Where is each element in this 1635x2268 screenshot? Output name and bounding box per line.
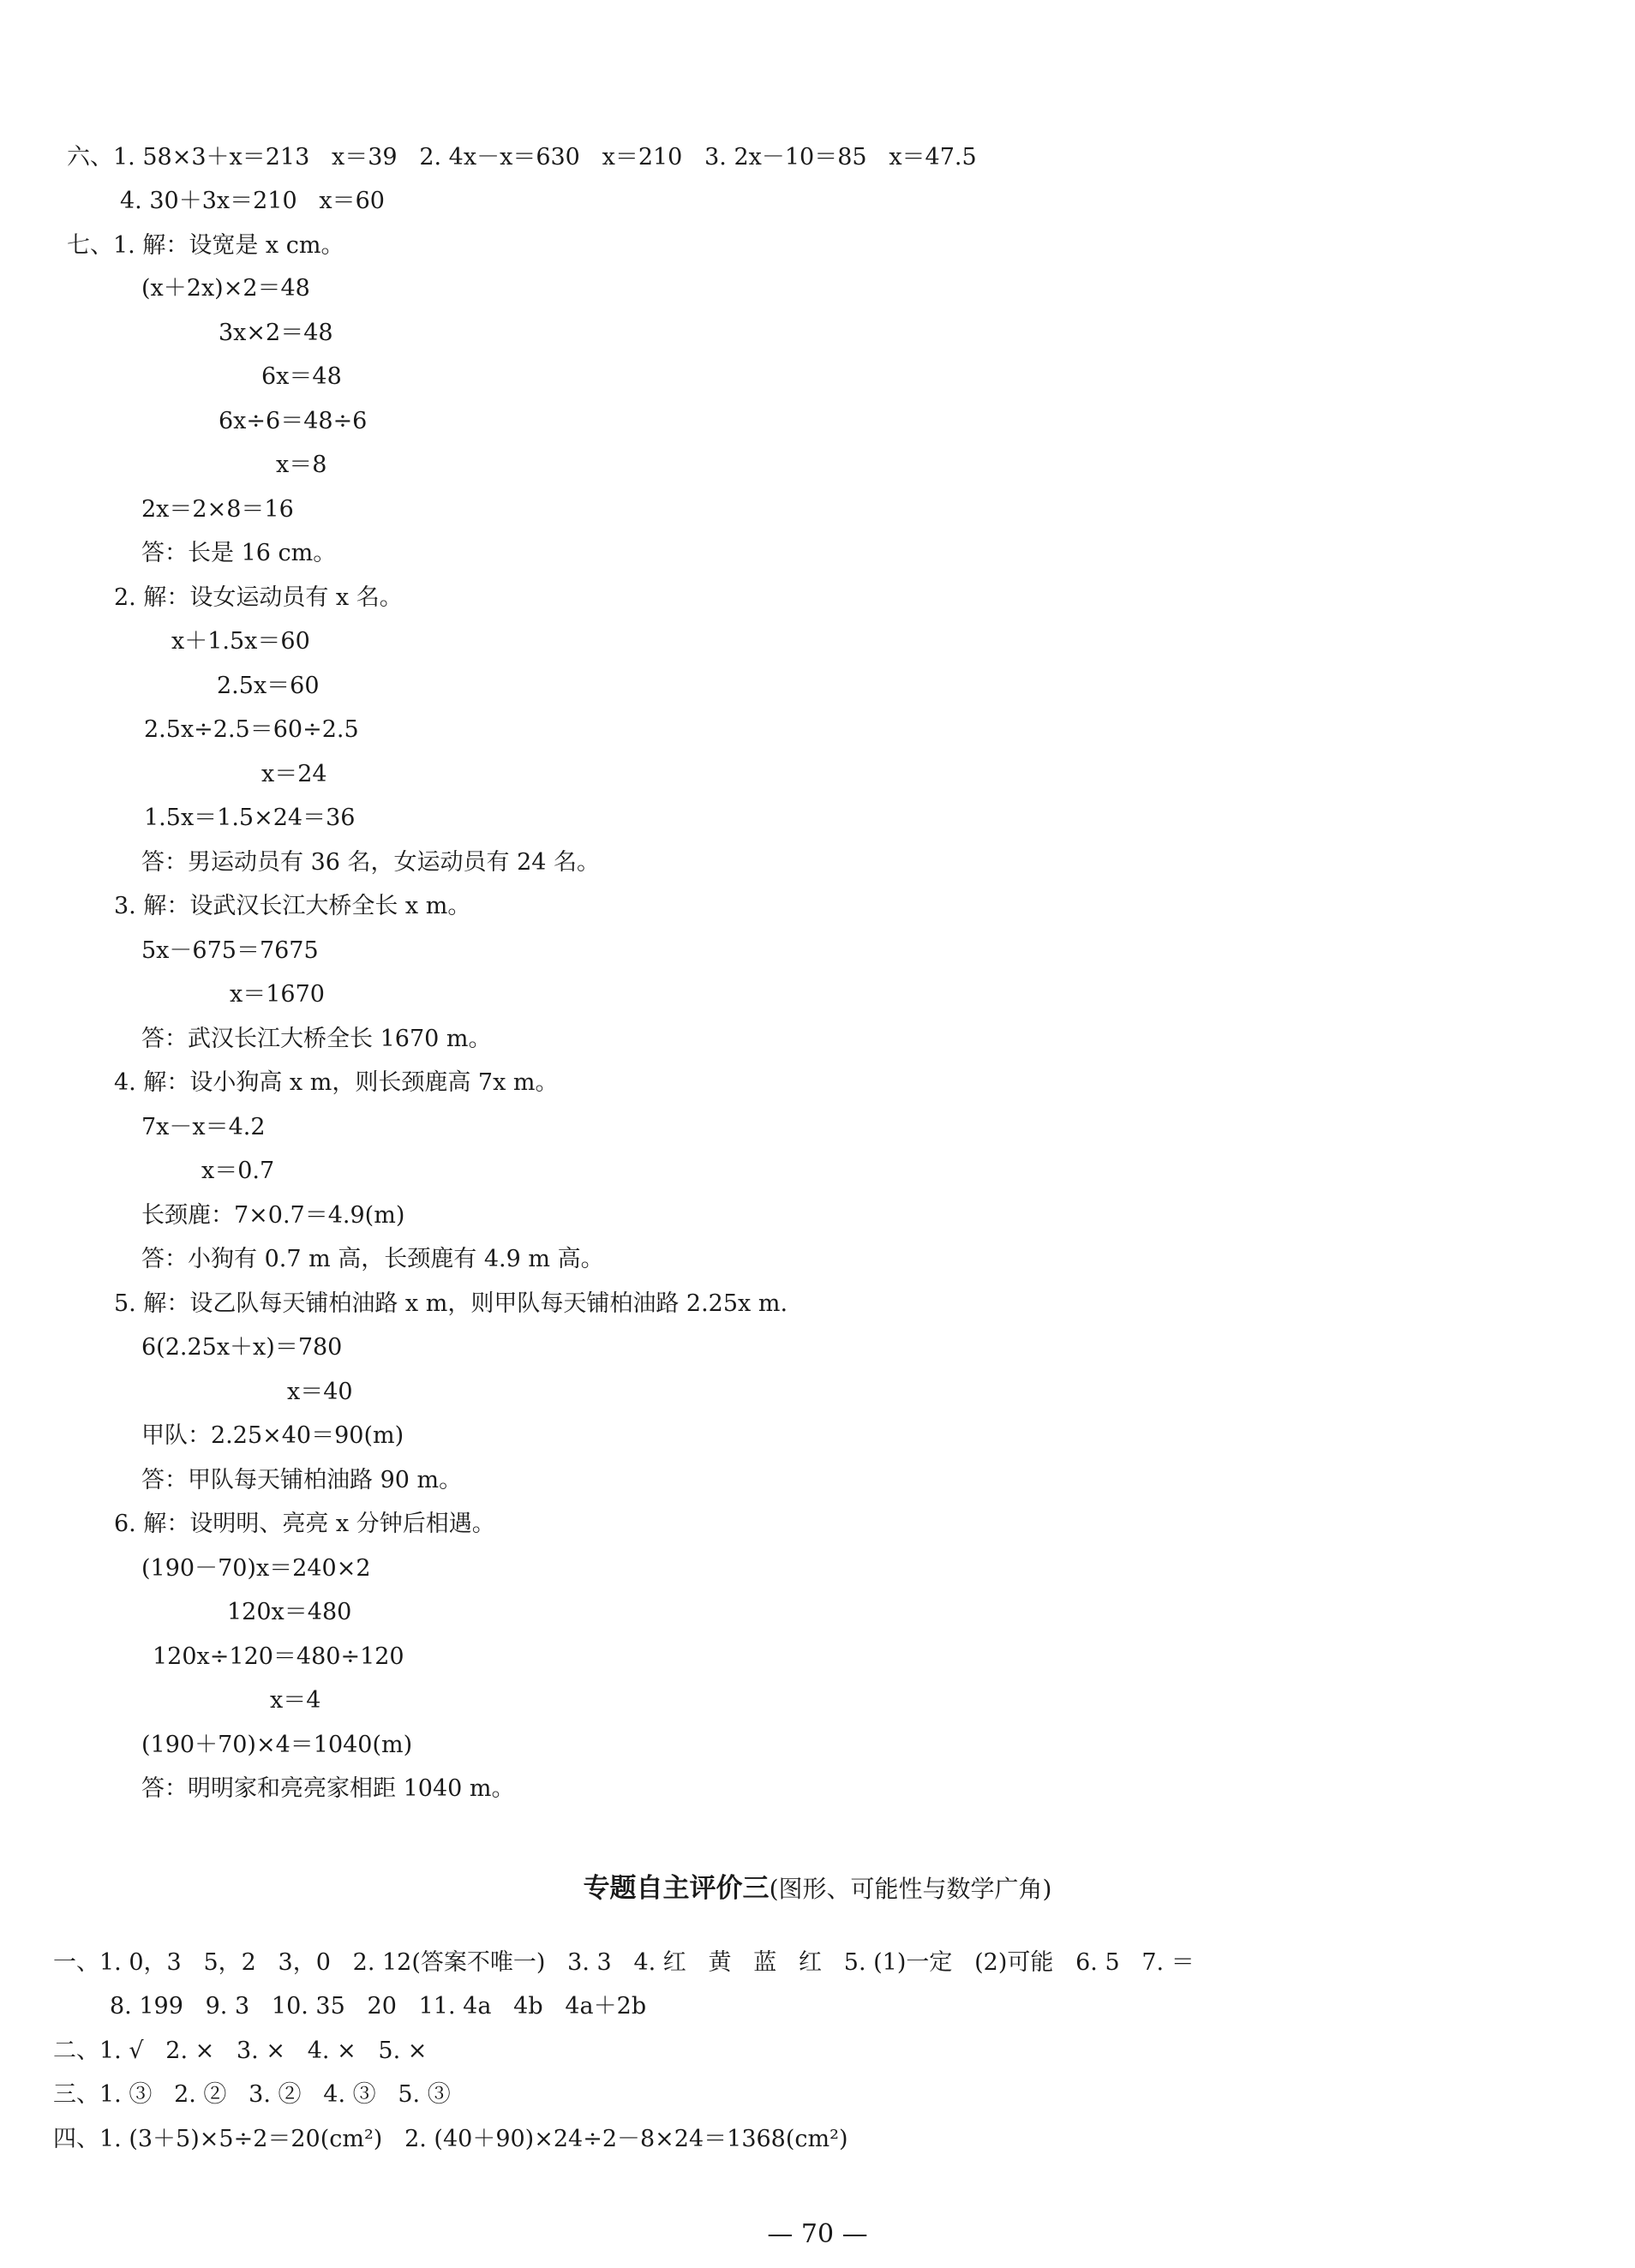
equation-line: 2x＝2×8＝16 [141, 496, 294, 523]
problem-3: 3. 解：设武汉长江大桥全长 x m。 [114, 893, 471, 919]
equation-line: (190－70)x＝240×2 [141, 1555, 371, 1582]
equation-line: 甲队：2.25×40＝90(m) [141, 1422, 404, 1449]
equation-line: (x＋2x)×2＝48 [141, 275, 310, 302]
section-subtitle: (图形、可能性与数学广角) [769, 1875, 1052, 1903]
equation-line: 2.5x＝60 [217, 673, 320, 699]
equation-line: 7x－x＝4.2 [141, 1114, 266, 1140]
equation-line: x＝0.7 [201, 1158, 275, 1184]
equation-line: x＝1670 [230, 981, 325, 1008]
answer-line: 答：甲队每天铺柏油路 90 m。 [141, 1467, 463, 1493]
line-6-1: 六、1. 58×3＋x＝213 x＝39 2. 4x－x＝630 x＝210 3. 2x－10＝85 x＝47.5 [67, 144, 977, 171]
answer-line: 答：武汉长江大桥全长 1670 m。 [141, 1026, 492, 1052]
answer-row-2: 二、1. √ 2. × 3. × 4. × 5. × [53, 2038, 428, 2064]
equation-line: 6x＝48 [261, 363, 342, 390]
line-6-4: 4. 30＋3x＝210 x＝60 [120, 188, 385, 214]
equation-line: 5x－675＝7675 [141, 937, 319, 964]
answer-line: 答：男运动员有 36 名，女运动员有 24 名。 [141, 849, 601, 876]
equation-line: (190＋70)×4＝1040(m) [141, 1732, 413, 1758]
equation-line: x＝4 [270, 1687, 321, 1714]
section-heading [0, 1866, 1635, 1905]
answer-line: 答：长是 16 cm。 [141, 540, 337, 566]
answer-row-1b: 8. 199 9. 3 10. 35 20 11. 4a 4b 4a＋2b [110, 1993, 647, 2020]
equation-line: x＝24 [261, 761, 327, 787]
answer-row-1: 一、1. 0，3 5，2 3，0 2. 12(答案不唯一) 3. 3 4. 红 黄 蓝 红 5. (1)一定 (2)可能 6. 5 7. ＝ [53, 1949, 1195, 1976]
problem-4: 4. 解：设小狗高 x m，则长颈鹿高 7x m。 [114, 1069, 559, 1096]
equation-line: 6x÷6＝48÷6 [219, 408, 368, 434]
problem-5: 5. 解：设乙队每天铺柏油路 x m，则甲队每天铺柏油路 2.25x m. [114, 1290, 788, 1317]
equation-line: 1.5x＝1.5×24＝36 [144, 805, 356, 831]
problem-2: 2. 解：设女运动员有 x 名。 [114, 584, 403, 611]
answer-row-3: 三、1. ③ 2. ② 3. ② 4. ③ 5. ③ [53, 2081, 451, 2108]
equation-line: x＝8 [276, 452, 327, 478]
problem-6: 6. 解：设明明、亮亮 x 分钟后相遇。 [114, 1511, 495, 1537]
answer-line: 答：小狗有 0.7 m 高，长颈鹿有 4.9 m 高。 [141, 1246, 604, 1272]
equation-line: 长颈鹿：7×0.7＝4.9(m) [141, 1202, 405, 1229]
section-title: 专题自主评价三 [583, 1873, 770, 1904]
equation-line: 2.5x÷2.5＝60÷2.5 [144, 716, 359, 743]
answer-row-4: 四、1. (3＋5)×5÷2＝20(cm²) 2. (40＋90)×24÷2－8×24＝1368(cm²) [53, 2126, 848, 2152]
equation-line: 6(2.25x＋x)＝780 [141, 1334, 343, 1361]
equation-line: 120x＝480 [227, 1599, 352, 1625]
equation-line: 120x÷120＝480÷120 [153, 1643, 404, 1670]
equation-line: 3x×2＝48 [219, 320, 333, 346]
line-7-1: 七、1. 解：设宽是 x cm。 [67, 232, 344, 259]
equation-line: x＋1.5x＝60 [171, 628, 310, 655]
page-number: — 70 — [767, 2219, 868, 2249]
equation-line: x＝40 [287, 1379, 353, 1405]
answer-line: 答：明明家和亮亮家相距 1040 m。 [141, 1775, 515, 1802]
